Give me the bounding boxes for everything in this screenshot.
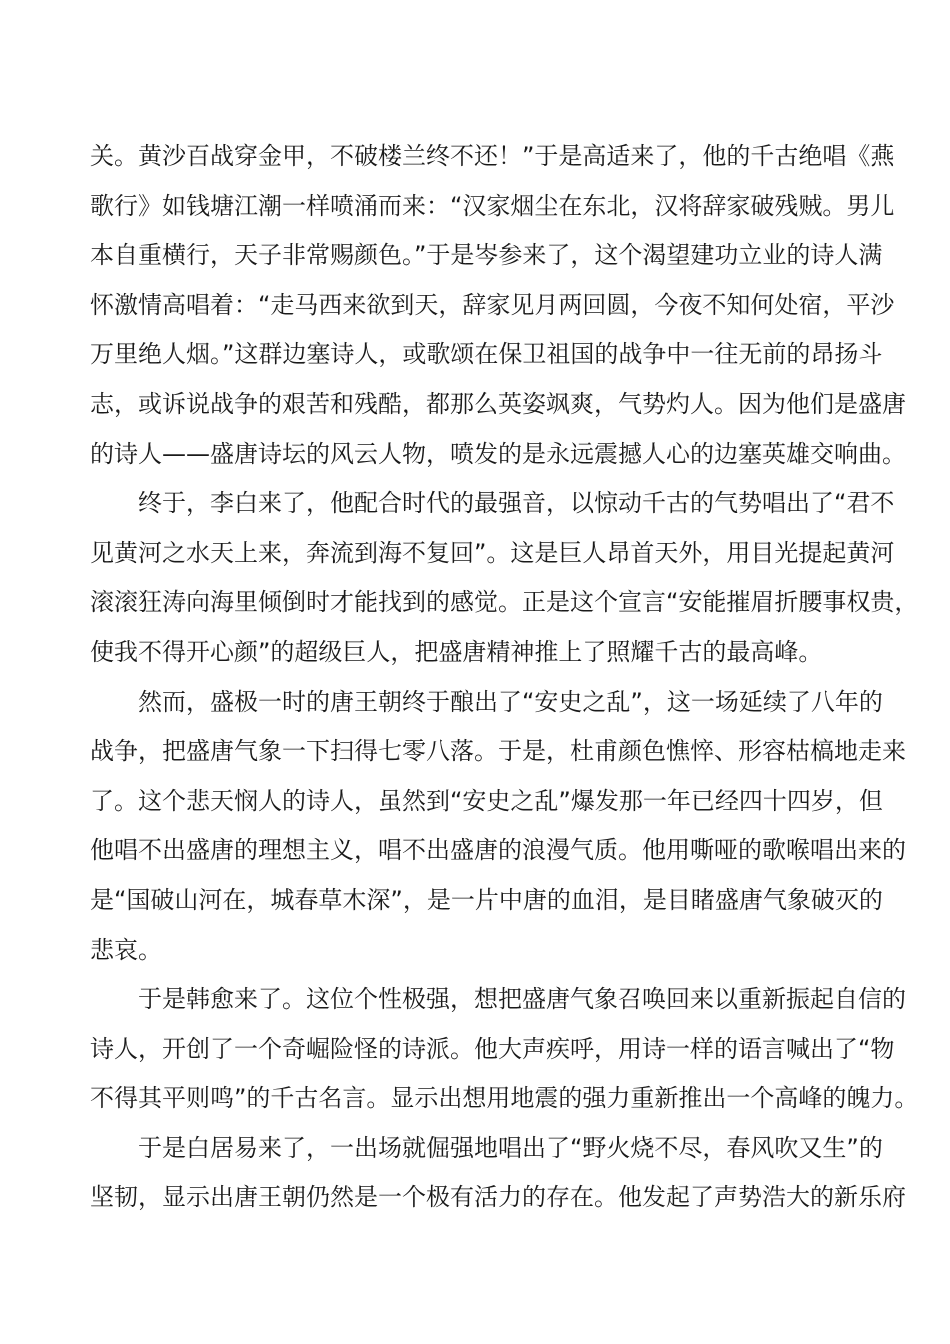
- text-line: 歌行》如钱塘江潮一样喷涌而来：“汉家烟尘在东北，汉将辞家破残贼。男儿: [90, 191, 895, 220]
- text-line: 悲哀。: [90, 935, 162, 964]
- paragraph-first-line: 终于，李白来了，他配合时代的最强音，以惊动千古的气势唱出了“君不: [138, 489, 895, 518]
- text-line: 滚滚狂涛向海里倾倒时才能找到的感觉。正是这个宣言“安能摧眉折腰事权贵，: [90, 588, 919, 617]
- text-line: 了。这个悲天悯人的诗人，虽然到“安史之乱”爆发那一年已经四十四岁，但: [90, 786, 883, 815]
- paragraph-first-line: 然而，盛极一时的唐王朝终于酿出了“安史之乱”，这一场延续了八年的: [138, 687, 883, 716]
- text-line: 他唱不出盛唐的理想主义，唱不出盛唐的浪漫气质。他用嘶哑的歌喉唱出来的: [90, 836, 906, 865]
- text-line: 诗人，开创了一个奇崛险怪的诗派。他大声疾呼，用诗一样的语言喊出了“物: [90, 1034, 895, 1063]
- text-line: 见黄河之水天上来，奔流到海不复回”。这是巨人昂首天外，用目光提起黄河: [90, 538, 895, 567]
- text-line: 的诗人——盛唐诗坛的风云人物，喷发的是永远震撼人心的边塞英雄交响曲。: [90, 439, 906, 468]
- text-line: 是“国破山河在，城春草木深”，是一片中唐的血泪，是目睹盛唐气象破灭的: [90, 885, 883, 914]
- paragraph-first-line: 于是白居易来了，一出场就倔强地唱出了“野火烧不尽，春风吹又生”的: [138, 1133, 883, 1162]
- text-line: 使我不得开心颜”的超级巨人，把盛唐精神推上了照耀千古的最高峰。: [90, 637, 823, 666]
- text-line: 不得其平则鸣”的千古名言。显示出想用地震的强力重新推出一个高峰的魄力。: [90, 1084, 919, 1113]
- body-text: [90, 132, 919, 1223]
- text-line: 志，或诉说战争的艰苦和残酷，都那么英姿飒爽，气势灼人。因为他们是盛唐: [90, 389, 906, 418]
- text-line: 关。黄沙百战穿金甲，不破楼兰终不还！”于是高适来了，他的千古绝唱《燕: [90, 142, 895, 170]
- text-line: 万里绝人烟。”这群边塞诗人，或歌颂在保卫祖国的战争中一往无前的昂扬斗: [90, 340, 883, 369]
- text-line: 怀激情高唱着：“走马西来欲到天，辞家见月两回圆，今夜不知何处宿，平沙: [90, 290, 895, 319]
- text-line: 本自重横行，天子非常赐颜色。”于是岑参来了，这个渴望建功立业的诗人满: [90, 241, 883, 270]
- text-line: 坚韧，显示出唐王朝仍然是一个极有活力的存在。他发起了声势浩大的新乐府: [90, 1183, 906, 1212]
- text-line: 战争，把盛唐气象一下扫得七零八落。于是，杜甫颜色憔悴、形容枯槁地走来: [90, 737, 906, 766]
- paragraph-first-line: 于是韩愈来了。这位个性极强，想把盛唐气象召唤回来以重新振起自信的: [138, 985, 906, 1014]
